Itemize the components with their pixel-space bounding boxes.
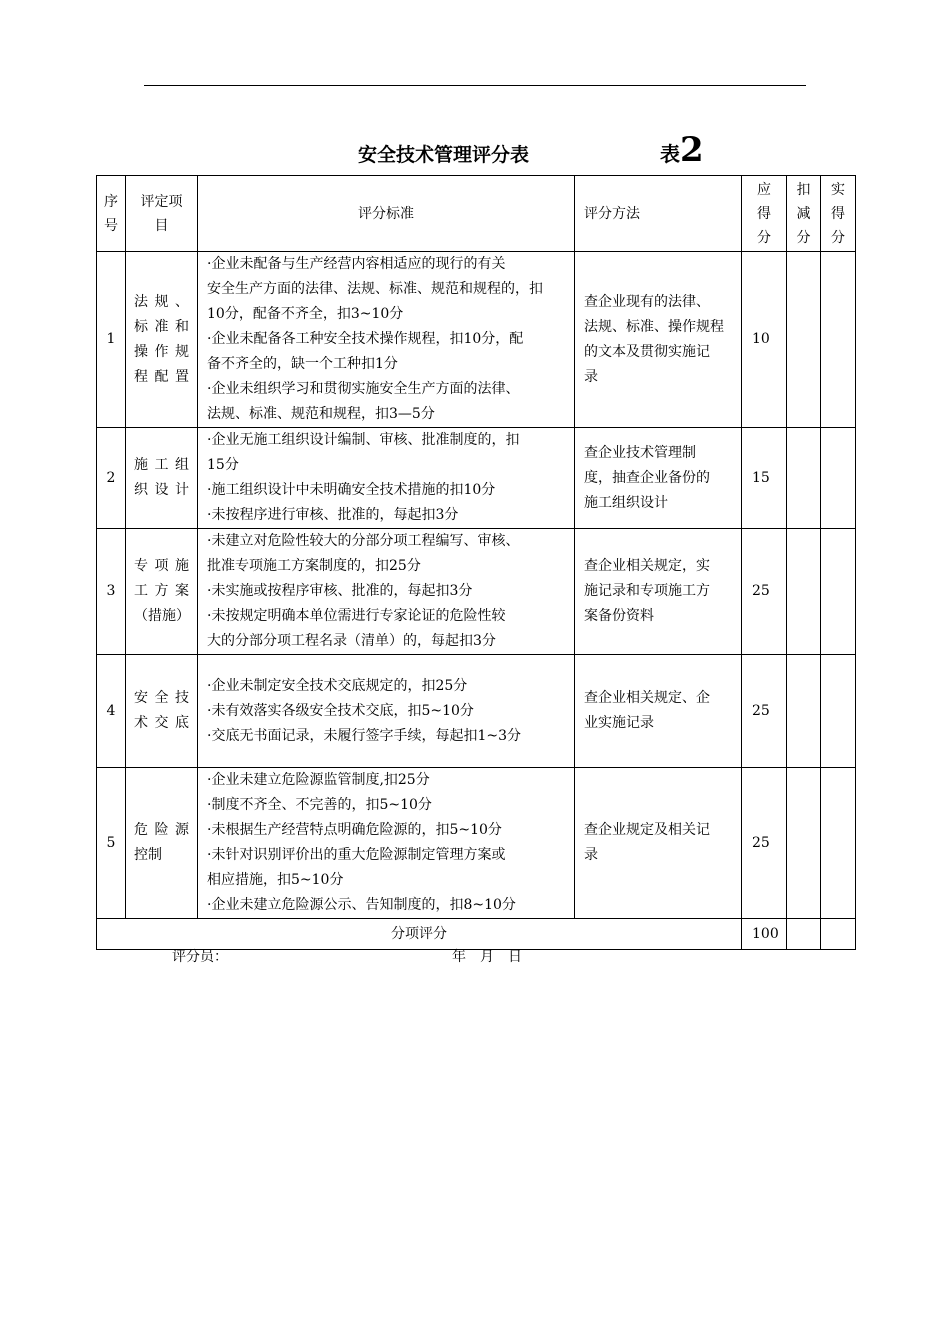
row-seq: 1 (97, 252, 126, 428)
header-should-score: 应 得 分 (742, 176, 787, 252)
row-should-score: 25 (742, 655, 787, 768)
row-item: 安全技 术交底 (126, 655, 198, 768)
row-should-score: 25 (742, 768, 787, 919)
table-label: 表 (660, 142, 680, 166)
total-row (97, 919, 856, 950)
total-deduct-score (787, 919, 821, 950)
row-seq: 2 (97, 428, 126, 529)
row-actual-score (821, 768, 856, 919)
row-seq: 4 (97, 655, 126, 768)
row-item: 法规、 标准和 操作规 程配置 (126, 252, 198, 428)
row-seq: 3 (97, 529, 126, 655)
row-actual-score (821, 428, 856, 529)
total-actual-score (821, 919, 856, 950)
row-criteria: ·未建立对危险性较大的分部分项工程编写、审核、 批准专项施工方案制度的，扣25分 ·未实施或按程序审核、批准的，每起扣3分 ·未按规定明确本单位需进行专家论证的危险性较 大的分部分项工程名录（清单）的，每起扣3分 (198, 529, 575, 655)
row-deduct-score (787, 529, 821, 655)
row-deduct-score (787, 428, 821, 529)
table-number-value: 2 (680, 130, 704, 170)
row-actual-score (821, 252, 856, 428)
row-seq: 5 (97, 768, 126, 919)
row-method: 查企业相关规定、企 业实施记录 (575, 655, 742, 768)
date-label: 年 月 日 (452, 949, 522, 965)
row-should-score: 10 (742, 252, 787, 428)
row-method: 查企业现有的法律、 法规、标准、操作规程 的文本及贯彻实施记 录 (575, 252, 742, 428)
row-should-score: 25 (742, 529, 787, 655)
table-number (660, 130, 704, 170)
row-actual-score (821, 529, 856, 655)
page-title: 安全技术管理评分表 (358, 144, 530, 166)
header-rule (144, 85, 806, 86)
total-label: 分项评分 (97, 919, 742, 950)
header-method: 评分方法 (575, 176, 742, 252)
row-criteria: ·企业未建立危险源监管制度,扣25分 ·制度不齐全、不完善的，扣5~10分 ·未根据生产经营特点明确危险源的，扣5~10分 ·未针对识别评价出的重大危险源制定管理方案或 相应措施，扣5~10分 ·企业未建立危险源公示、告知制度的，扣8~10分 (198, 768, 575, 919)
row-actual-score (821, 655, 856, 768)
table-row (97, 529, 856, 655)
header-criteria: 评分标准 (198, 176, 575, 252)
table-row (97, 655, 856, 768)
row-item: 施工组 织设计 (126, 428, 198, 529)
header-actual-score: 实 得 分 (821, 176, 856, 252)
row-criteria: ·企业无施工组织设计编制、审核、批准制度的，扣 15分 ·施工组织设计中未明确安全技术措施的扣10分 ·未按程序进行审核、批准的，每起扣3分 (198, 428, 575, 529)
row-method: 查企业规定及相关记 录 (575, 768, 742, 919)
row-criteria: ·企业未配备与生产经营内容相适应的现行的有关 安全生产方面的法律、法规、标准、规范和规程的，扣 10分，配备不齐全，扣3~10分 ·企业未配备各工种安全技术操作规程，扣10分，配 备不齐全的，缺一个工种扣1分 ·企业未组织学习和贯彻实施安全生产方面的法律、 法规、标准、规范和规程，扣3—5分 (198, 252, 575, 428)
header-deduct-score: 扣 减 分 (787, 176, 821, 252)
header-seq: 序 号 (97, 176, 126, 252)
total-should-score: 100 (742, 919, 787, 950)
table-row (97, 768, 856, 919)
row-deduct-score (787, 252, 821, 428)
table-row (97, 428, 856, 529)
header-row (97, 176, 856, 252)
row-criteria: ·企业未制定安全技术交底规定的，扣25分 ·未有效落实各级安全技术交底，扣5~10分 ·交底无书面记录，未履行签字手续，每起扣1~3分 (198, 655, 575, 768)
scorer-label: 评分员： (172, 949, 228, 965)
row-deduct-score (787, 655, 821, 768)
row-method: 查企业相关规定，实 施记录和专项施工方 案备份资料 (575, 529, 742, 655)
row-item: 专项施 工方案 （措施） (126, 529, 198, 655)
score-table (96, 175, 856, 950)
row-deduct-score (787, 768, 821, 919)
row-item: 危险源 控制 (126, 768, 198, 919)
row-method: 查企业技术管理制 度，抽查企业备份的 施工组织设计 (575, 428, 742, 529)
header-item: 评定项 目 (126, 176, 198, 252)
table-row (97, 252, 856, 428)
row-should-score: 15 (742, 428, 787, 529)
